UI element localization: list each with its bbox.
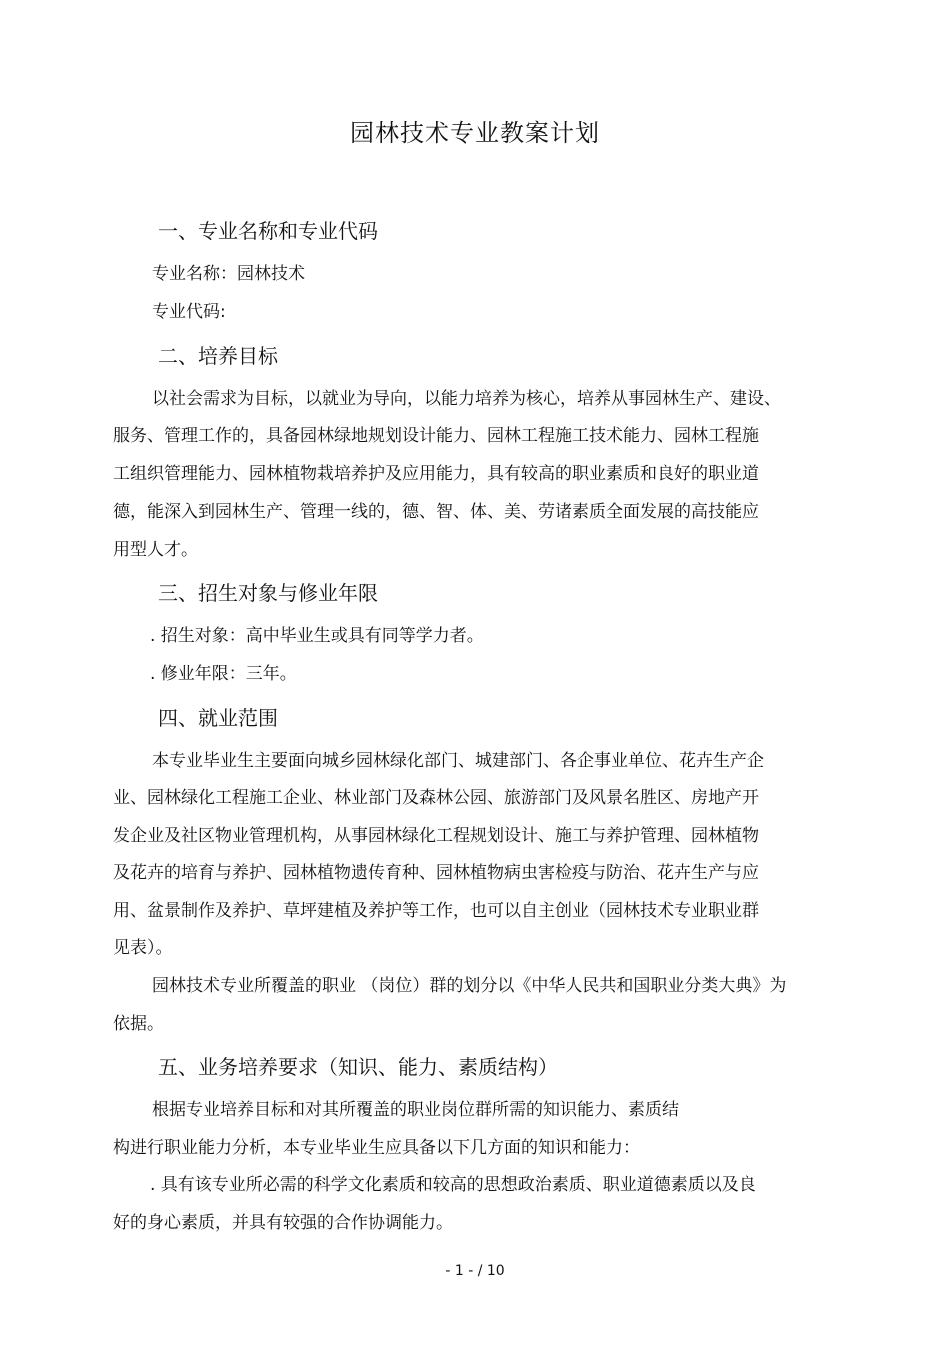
paragraph-line: 及花卉的培育与养护、园林植物遗传育种、园林植物病虫害检疫与防治、花卉生产与应 xyxy=(113,863,759,883)
page-title: 园林技术专业教案计划 xyxy=(350,119,600,147)
paragraph-line: 发企业及社区物业管理机构，从事园林绿化工程规划设计、施工与养护管理、园林植物 xyxy=(113,826,759,846)
paragraph-line: 以社会需求为目标，以就业为导向，以能力培养为核心，培养从事园林生产、建设、 xyxy=(152,389,781,409)
paragraph-line: 构进行职业能力分析，本专业毕业生应具备以下几方面的知识和能力： xyxy=(113,1138,640,1158)
page-number: - 1 - / 10 xyxy=(445,1263,505,1279)
paragraph-line: 工组织管理能力、园林植物栽培养护及应用能力，具有较高的职业素质和良好的职业道 xyxy=(113,464,759,484)
section-heading-3: 三、招生对象与修业年限 xyxy=(158,581,378,605)
major-code-line: 专业代码: xyxy=(152,302,226,322)
list-item: . 招生对象：高中毕业生或具有同等学力者。 xyxy=(150,626,484,646)
section-heading-2: 二、培养目标 xyxy=(158,344,278,368)
list-item: . 修业年限：三年。 xyxy=(150,664,297,684)
paragraph-line: 用型人才。 xyxy=(113,540,198,560)
paragraph-line: 业、园林绿化工程施工企业、林业部门及森林公园、旅游部门及风景名胜区、房地产开 xyxy=(113,788,759,808)
paragraph-line: 服务、管理工作的，具备园林绿地规划设计能力、园林工程施工技术能力、园林工程施 xyxy=(113,426,759,446)
list-item: . 具有该专业所必需的科学文化素质和较高的思想政治素质、职业道德素质以及良 xyxy=(150,1175,756,1195)
section-heading-4: 四、就业范围 xyxy=(158,706,278,730)
paragraph-line: 园林技术专业所覆盖的职业 （岗位）群的划分以《中华人民共和国职业分类大典》为 xyxy=(152,976,787,996)
major-name-line: 专业名称：园林技术 xyxy=(152,264,305,284)
paragraph-line: 德，能深入到园林生产、管理一线的，德、智、体、美、劳诸素质全面发展的高技能应 xyxy=(113,502,759,522)
paragraph-line: 见表）。 xyxy=(113,938,173,958)
paragraph-line: 根据专业培养目标和对其所覆盖的职业岗位群所需的知识能力、素质结 xyxy=(152,1100,679,1120)
paragraph-line: 依据。 xyxy=(113,1014,164,1034)
section-heading-1: 一、专业名称和专业代码 xyxy=(158,219,378,243)
paragraph-line: 本专业毕业生主要面向城乡园林绿化部门、城建部门、各企事业单位、花卉生产企 xyxy=(152,751,764,771)
list-item-continuation: 好的身心素质，并具有较强的合作协调能力。 xyxy=(113,1213,453,1233)
paragraph-line: 用、盆景制作及养护、草坪建植及养护等工作，也可以自主创业（园林技术专业职业群 xyxy=(113,901,759,921)
section-heading-5: 五、业务培养要求（知识、能力、素质结构） xyxy=(158,1055,558,1079)
